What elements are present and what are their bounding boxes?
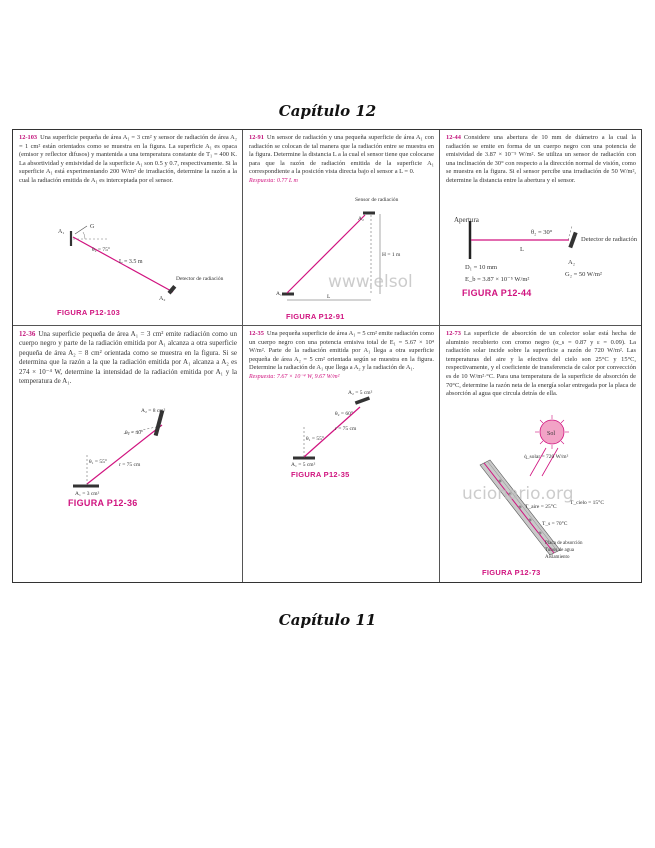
- label-plate: Placa de absorción: [545, 541, 583, 546]
- label-detector: Detector de radiación: [176, 276, 224, 282]
- figure-p12-35-diagram: [243, 326, 440, 582]
- label-g: G₂ = 50 W/m²: [565, 271, 602, 278]
- label-theta: θ₂ = 30°: [531, 229, 553, 236]
- label-ts: T_s = 70°C: [542, 521, 568, 527]
- problem-statement: Una pequeña superficie de área A₁ = 5 cm² emite radiación como un cuerpo negro con una potencia emisiva total de E₁ = 5.67 × 10⁴ W/m². Parte de la radiación emitida por A₁ llega a otra superficie pequeña de área A₂ = 5 cm² orientada según se muestra en la figura. Determine la radiación de A₁ que llega a A₂ y la radiación de A₁.: [249, 330, 434, 372]
- watermark-left: www.elsol: [328, 272, 413, 292]
- problem-statement: La superficie de absorción de un colector solar está hecha de aluminio recubierto con cromo negro (α_s = 0.87 y ε = 0.09). La radiación solar incide sobre la superficie a razón de 720 W/m². Las temperaturas del aire y la efectiva del cielo son 25°C y 15°C, respectivamente, y el coeficiente de transferencia de calor por convección es de 10 W/m²·°C. Para una temperatura de la superficie de absorción de 70°C, determine la razón neta de la energía solar entregada por la placa de absorción al agua que circula detrás de ella.: [446, 330, 636, 398]
- problem-12-73: [440, 326, 641, 582]
- problem-answer: Respuesta: 7.67 × 10⁻⁴ W, 9.67 W/m²: [249, 373, 340, 380]
- label-a1: A₁ = 3 cm²: [75, 491, 100, 497]
- figure-p12-73-diagram: [440, 326, 641, 582]
- chapter-12-title: Capítulo 12: [278, 102, 377, 120]
- label-a2: A₂: [159, 296, 166, 302]
- label-a1: A₁: [276, 291, 282, 297]
- figure-p12-36-diagram: [13, 326, 243, 582]
- label-theta2: θ₂ = 40°: [125, 430, 144, 436]
- figure-caption: FIGURA P12-44: [462, 288, 532, 298]
- label-g: G: [90, 224, 95, 230]
- label-tair: T_aire = 25°C: [525, 504, 557, 510]
- label-a2: A₂ = 8 cm²: [141, 408, 166, 414]
- problem-number: 12-35: [249, 330, 264, 337]
- label-a2: A₂: [568, 259, 575, 266]
- watermark-right: ucionario.org: [462, 484, 574, 504]
- figure-caption: FIGURA P12-91: [286, 312, 345, 321]
- label-theta2: θ₂ = 60°: [335, 411, 354, 417]
- label-r: r = 75 cm: [335, 426, 357, 432]
- label-e: E_b = 3.87 × 10⁻⁵ W/m²: [465, 276, 530, 283]
- label-theta1: θ₁ = 55°: [89, 459, 108, 465]
- problem-number: 12-91: [249, 134, 264, 141]
- figure-caption: FIGURA P12-35: [291, 470, 350, 479]
- problem-12-35: [243, 326, 440, 582]
- problem-answer: Respuesta: 0.77 L m: [249, 177, 298, 184]
- label-insulation: Aislamiento: [545, 555, 570, 560]
- problem-number: 12-36: [19, 330, 36, 338]
- problem-statement: Una superficie pequeña de área A₁ = 3 cm² emite radiación como un cuerpo negro y parte de la radiación emitida por A₁ alcanza a otra superficie pequeña de área A₂ = 8 cm² orientada como se muestra en la figura. Si se determina que la razón a la que la radiación emitida por A₁ alcanza a A₂ es 274 × 10⁻⁴ W, determine la intensidad de la radiación emitida por A₁ y la temperatura de A₁.: [19, 330, 237, 386]
- figure-caption: FIGURA P12-36: [68, 498, 138, 508]
- problem-grid: [12, 129, 642, 583]
- label-theta: θ₂ = 75°: [92, 247, 111, 253]
- problem-12-44: [440, 130, 641, 326]
- label-theta1: θ₁ = 55°: [306, 436, 325, 442]
- figure-p12-103-diagram: [13, 130, 243, 326]
- problem-number: 12-44: [446, 134, 461, 141]
- label-l: L = 3.5 m: [119, 259, 143, 265]
- problem-12-91: [243, 130, 440, 326]
- figure-p12-91-diagram: [243, 130, 440, 326]
- label-l: L: [520, 246, 524, 253]
- label-tsky: T_cielo = 15°C: [570, 500, 605, 506]
- label-water: Tubos de agua: [545, 548, 574, 553]
- label-sensor: Sensor de radiación: [355, 197, 399, 203]
- chapter-11-title: Capítulo 11: [278, 611, 377, 629]
- label-a2: A₂ = 5 cm²: [348, 390, 373, 396]
- label-r: r = 75 cm: [119, 462, 141, 468]
- label-a2: A₂: [358, 216, 364, 222]
- label-d: D₁ = 10 mm: [465, 264, 498, 271]
- label-h: H = 1 m: [382, 252, 401, 258]
- problem-12-103: [13, 130, 243, 326]
- problem-number: 12-103: [19, 134, 38, 141]
- problem-statement: Una superficie pequeña de área A₁ = 3 cm² y sensor de radiación de área A₂ = 1 cm² están orientados como se muestra en la figura. La superficie A₁ es opaca (emisor y reflector difusos) y mantenida a una temperatura constante de T₁ = 400 K. La absortividad y emisividad de la superficie A₁ son 0.5 y 0.7, respectivamente. Si la superficie A₁ está experimentando 200 W/m² de irradiación, determine la razón a la cual la radiación emitida de A₁ es interceptada por el sensor.: [19, 134, 237, 184]
- label-a1: A₁: [58, 229, 65, 235]
- figure-caption: FIGURA P12-103: [57, 308, 121, 317]
- label-detector: Detector de radiación: [581, 236, 637, 243]
- label-qsolar: q̇_solar = 720 W/m²: [524, 454, 569, 460]
- label-aperture: Apertura: [454, 216, 479, 224]
- problem-statement: Un sensor de radiación y una pequeña superficie de área A₁ con radiación se colocan de tal manera que la radiación entre se muestra en la figura. Determine la distancia L a la cual el sensor tiene que colocarse para que la razón de radiación emitida de la superficie A₁ correspondiente a la posición vista directa bajo el sensor a L = 0.: [249, 134, 435, 176]
- problem-statement: Considere una abertura de 10 mm de diámetro a la cual la radiación se emite en forma de un cuerpo negro con una potencia de emisividad de 3.87 × 10⁻⁵ W/m². Se utiliza un sensor de radiación con una inclinación de 30° con respecto a la dirección normal de visión, como se muestra en la figura. Si el sensor percibe una irradiación de 50 W/m², determine la distancia entre la abertura y el sensor.: [446, 134, 636, 184]
- label-a1: A₁ = 5 cm²: [291, 462, 316, 468]
- label-l: L: [327, 294, 331, 300]
- label-sun: Sol: [547, 431, 556, 437]
- sun-icon: [535, 415, 569, 449]
- problem-number: 12-73: [446, 330, 461, 337]
- figure-caption: FIGURA P12-73: [482, 568, 541, 577]
- problem-12-36: [13, 326, 243, 582]
